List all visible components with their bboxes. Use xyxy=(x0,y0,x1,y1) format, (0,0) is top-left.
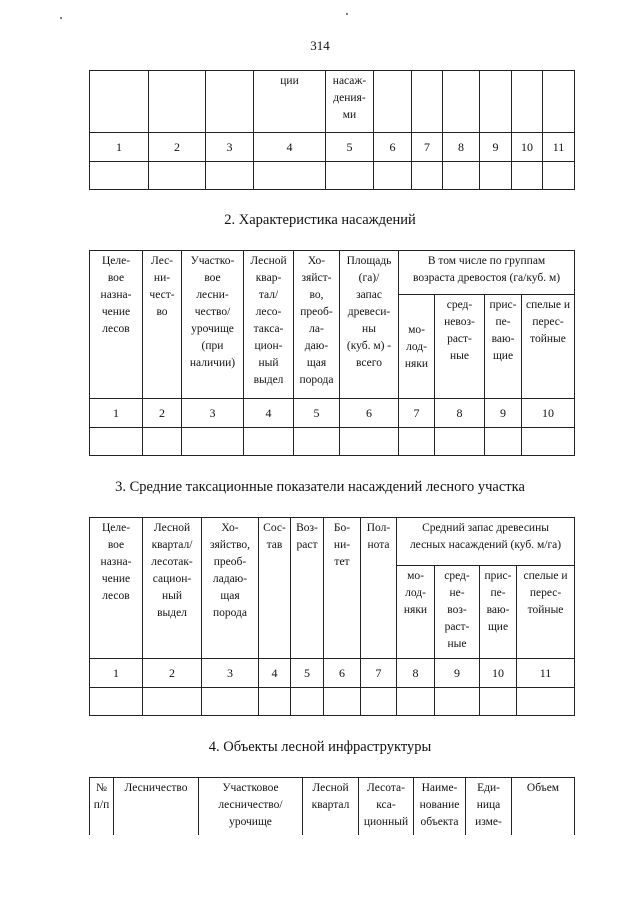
t2-subheader-young: мо- лод- няки xyxy=(399,295,435,399)
t4-header-forestry: Лесничество xyxy=(114,778,199,835)
t1-header-cell xyxy=(90,71,149,133)
t1-number-cell: 3 xyxy=(206,133,254,162)
t2-empty-cell xyxy=(522,428,575,456)
table-1-continuation xyxy=(89,70,575,190)
t1-number-cell: 6 xyxy=(374,133,412,162)
t2-number-cell: 9 xyxy=(485,399,522,428)
t3-header-composition: Сос- тав xyxy=(259,518,291,659)
t1-header-cell xyxy=(149,71,206,133)
t3-header-density: Пол- нота xyxy=(361,518,397,659)
t2-empty-cell xyxy=(182,428,244,456)
section-4-title: 4. Объекты лесной инфраструктуры xyxy=(208,739,432,755)
t1-header-cell xyxy=(206,71,254,133)
t3-header-quarter: Лесной квартал/ лесотак- сацион- ный выдел xyxy=(143,518,202,659)
t1-number-cell: 11 xyxy=(543,133,575,162)
t1-empty-cell xyxy=(149,162,206,190)
t3-number-cell: 3 xyxy=(202,659,259,688)
t3-number-cell: 8 xyxy=(397,659,435,688)
t3-subheader-maturing: прис- пе- ваю- щие xyxy=(480,566,517,659)
t1-number-cell: 1 xyxy=(90,133,149,162)
t4-header-object-name: Наиме- нование объекта xyxy=(414,778,466,835)
t2-header-quarter: Лесной квар- тал/ лесо- такса- цион- ный выдел xyxy=(244,251,294,399)
table-2-stands xyxy=(89,250,575,456)
t1-number-cell: 10 xyxy=(512,133,543,162)
t1-header-cell: ции xyxy=(254,71,326,133)
t4-header-volume: Объем xyxy=(512,778,575,835)
t2-number-cell: 3 xyxy=(182,399,244,428)
t3-number-cell: 4 xyxy=(259,659,291,688)
t2-header-target: Целе- вое назна- чение лесов xyxy=(90,251,143,399)
t2-empty-cell xyxy=(399,428,435,456)
t1-header-cell xyxy=(543,71,575,133)
section-2-title: 2. Характеристика насаждений xyxy=(224,212,416,228)
t3-empty-cell xyxy=(202,688,259,716)
t3-empty-cell xyxy=(259,688,291,716)
t2-number-cell: 1 xyxy=(90,399,143,428)
t1-header-cell xyxy=(480,71,512,133)
t3-empty-cell xyxy=(291,688,324,716)
t1-header-cell xyxy=(443,71,480,133)
t2-header-area: Площадь (га)/ запас древеси- ны (куб. м) - всего xyxy=(340,251,399,399)
t2-empty-cell xyxy=(485,428,522,456)
t2-header-age-groups: В том числе по группам возраста древостоя (га/куб. м) xyxy=(399,251,575,295)
t3-number-cell: 7 xyxy=(361,659,397,688)
t2-number-cell: 2 xyxy=(143,399,182,428)
t1-header-cell xyxy=(412,71,443,133)
t3-subheader-mature: спелые и перес- тойные xyxy=(517,566,575,659)
t3-empty-cell xyxy=(397,688,435,716)
t3-empty-cell xyxy=(517,688,575,716)
t2-number-cell: 8 xyxy=(435,399,485,428)
t3-header-age: Воз- раст xyxy=(291,518,324,659)
t2-number-cell: 6 xyxy=(340,399,399,428)
t2-empty-cell xyxy=(340,428,399,456)
t4-header-allotment: Лесота- кса- ционный xyxy=(359,778,414,835)
t2-subheader-mature: спелые и перес- тойные xyxy=(522,295,575,399)
page-number: 314 xyxy=(310,38,330,53)
t3-subheader-young: мо- лод- няки xyxy=(397,566,435,659)
t1-number-cell: 2 xyxy=(149,133,206,162)
t1-empty-cell xyxy=(443,162,480,190)
t3-header-average-stock: Средний запас древесины лесных насаждений (куб. м/га) xyxy=(397,518,575,566)
t1-number-cell: 9 xyxy=(480,133,512,162)
t1-empty-cell xyxy=(543,162,575,190)
t1-header-cell: насаж- дения- ми xyxy=(326,71,374,133)
t2-number-cell: 7 xyxy=(399,399,435,428)
t1-empty-cell xyxy=(326,162,374,190)
t2-number-cell: 5 xyxy=(294,399,340,428)
t1-number-cell: 7 xyxy=(412,133,443,162)
t3-empty-cell xyxy=(480,688,517,716)
t3-number-cell: 2 xyxy=(143,659,202,688)
t2-number-cell: 10 xyxy=(522,399,575,428)
t2-header-district: Участко- вое лесни- чество/ урочище (при наличии) xyxy=(182,251,244,399)
t2-empty-cell xyxy=(244,428,294,456)
t2-subheader-maturing: прис- пе- ваю- щие xyxy=(485,295,522,399)
section-3-title: 3. Средние таксационные показатели насаждений лесного участка xyxy=(115,479,525,495)
t3-number-cell: 9 xyxy=(435,659,480,688)
t2-header-forestry: Лес- ни- чест- во xyxy=(143,251,182,399)
t3-number-cell: 10 xyxy=(480,659,517,688)
t2-empty-cell xyxy=(143,428,182,456)
t3-number-cell: 1 xyxy=(90,659,143,688)
t1-header-cell xyxy=(512,71,543,133)
t3-header-species: Хо- зяйство, преоб- ладаю- щая порода xyxy=(202,518,259,659)
t3-subheader-middle-aged: сред- не- воз- раст- ные xyxy=(435,566,480,659)
t2-header-species: Хо- зяйст- во, преоб- ла- даю- щая порода xyxy=(294,251,340,399)
t3-empty-cell xyxy=(435,688,480,716)
t3-header-target: Целе- вое назна- чение лесов xyxy=(90,518,143,659)
t4-header-quarter: Лесной квартал xyxy=(303,778,359,835)
t3-empty-cell xyxy=(324,688,361,716)
t4-header-district: Участковое лесничество/ урочище xyxy=(199,778,303,835)
scan-speck xyxy=(60,17,62,19)
t1-number-cell: 8 xyxy=(443,133,480,162)
t2-subheader-middle-aged: сред- невоз- раст- ные xyxy=(435,295,485,399)
t3-number-cell: 11 xyxy=(517,659,575,688)
t1-header-cell xyxy=(374,71,412,133)
t3-header-bonitet: Бо- ни- тет xyxy=(324,518,361,659)
t3-number-cell: 5 xyxy=(291,659,324,688)
t1-empty-cell xyxy=(206,162,254,190)
table-3-taxation xyxy=(89,517,575,716)
t2-empty-cell xyxy=(294,428,340,456)
t1-empty-cell xyxy=(480,162,512,190)
t1-empty-cell xyxy=(90,162,149,190)
table-4-infrastructure xyxy=(89,777,575,835)
t3-empty-cell xyxy=(361,688,397,716)
t1-empty-cell xyxy=(512,162,543,190)
t1-empty-cell xyxy=(412,162,443,190)
t4-header-unit: Еди- ница изме- xyxy=(466,778,512,835)
scan-speck xyxy=(346,13,348,15)
t3-empty-cell xyxy=(143,688,202,716)
t1-number-cell: 5 xyxy=(326,133,374,162)
t1-number-cell: 4 xyxy=(254,133,326,162)
t2-number-cell: 4 xyxy=(244,399,294,428)
t1-empty-cell xyxy=(254,162,326,190)
t2-empty-cell xyxy=(435,428,485,456)
t4-header-number: № п/п xyxy=(90,778,114,835)
t3-empty-cell xyxy=(90,688,143,716)
t2-empty-cell xyxy=(90,428,143,456)
t3-number-cell: 6 xyxy=(324,659,361,688)
t1-empty-cell xyxy=(374,162,412,190)
